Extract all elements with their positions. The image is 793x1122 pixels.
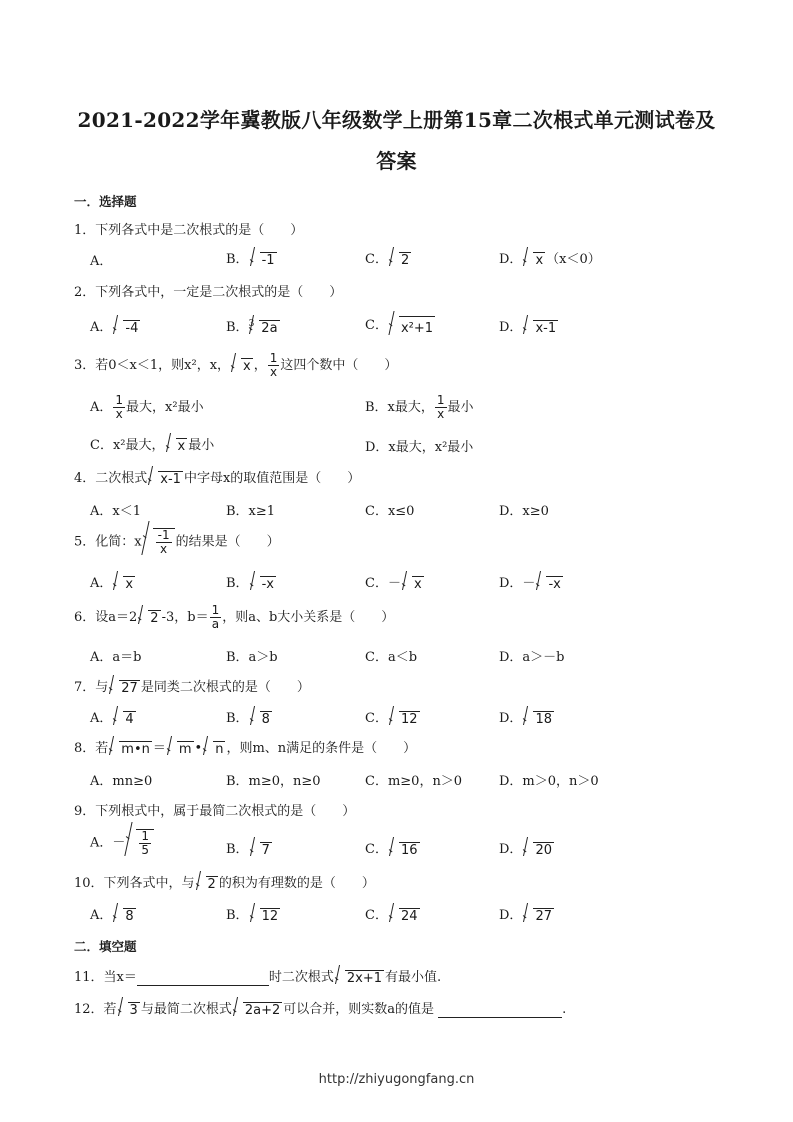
question-4: 4．二次根式 x-1 中字母x的取值范围是（ ） <box>74 471 361 487</box>
q6-option-a: A．a＝b <box>90 650 142 665</box>
q4-option-b: B．x≥1 <box>226 504 276 519</box>
radical: m•n <box>108 741 152 757</box>
fraction: $\frac{1}{a}$ <box>211 603 220 631</box>
question-8: 8．若 m•n ＝ m • n ，则m、n满足的条件是（ ） <box>74 741 417 757</box>
radical: 2 <box>195 876 218 892</box>
radical: x²+1 <box>388 316 435 336</box>
radical: 2x+1 <box>334 970 384 986</box>
radical: -x <box>535 576 562 592</box>
q9-option-d: D． 20 <box>499 842 552 858</box>
radical: 12 <box>249 908 281 924</box>
radical: 3 <box>117 1002 140 1018</box>
q5-option-b: B． -x <box>226 576 274 592</box>
q8-option-d: D．m＞0，n＞0 <box>499 774 599 789</box>
q2-option-b: B．$^3$ 2a <box>226 318 278 336</box>
q1-option-b: B． -1 <box>226 252 275 268</box>
radical: -1 <box>249 252 277 268</box>
q7-option-c: C． 12 <box>365 711 418 727</box>
q3-option-b: B．x最大， $\frac{1}{x}$ 最小 <box>365 393 474 421</box>
radical: 2 <box>388 252 411 268</box>
radical: x <box>230 358 253 374</box>
footer-url: http://zhiyugongfang.cn <box>318 1072 475 1087</box>
radical: 20 <box>522 842 554 858</box>
radical: 4 <box>112 711 135 727</box>
radical: m <box>166 741 194 757</box>
root-index: 3 <box>248 318 255 329</box>
q1-option-d: D． x （x＜0） <box>499 252 601 268</box>
radical: -x <box>249 576 276 592</box>
q7-option-d: D． 18 <box>499 711 552 727</box>
section-heading-fill: 二．填空题 <box>74 939 137 954</box>
q2-option-c: C． x²+1 <box>365 314 436 336</box>
radical: n <box>202 741 225 757</box>
q10-option-a: A． 8 <box>90 908 134 924</box>
radical: x-1 <box>522 320 558 336</box>
radical: 18 <box>522 711 554 727</box>
section-heading-choice: 一．选择题 <box>74 194 137 209</box>
radical: 12 <box>388 711 420 727</box>
q3-option-d: D．x最大，x²最小 <box>365 440 474 455</box>
question-3: 3．若0＜x＜1，则x²，x， x ， $\frac{1}{x}$ 这四个数中（ ） <box>74 351 398 379</box>
question-9: 9．下列根式中，属于最简二次根式的是（ ） <box>74 804 356 819</box>
q6-option-b: B．a＞b <box>226 650 278 665</box>
question-5: 5．化简：x $\frac{-1}{x}$ 的结果是（ ） <box>74 528 280 556</box>
radical: -4 <box>112 320 140 336</box>
radical: x <box>401 576 424 592</box>
radical <box>125 829 154 857</box>
answer-blank[interactable] <box>137 971 269 986</box>
q9-option-a: A．－ $\frac{1}{5}$ <box>90 829 155 857</box>
q3-option-c: C．x²最大， x 最小 <box>90 438 215 454</box>
question-11: 11．当x＝ 时二次根式 2x+1 有最小值. <box>74 970 442 986</box>
q1-option-c: C． 2 <box>365 252 410 268</box>
question-10: 10．下列各式中，与 2 的积为有理数的是（ ） <box>74 876 375 892</box>
q10-option-d: D． 27 <box>499 908 552 924</box>
q5-option-a: A． x <box>90 576 134 592</box>
q4-option-a: A．x＜1 <box>90 504 141 519</box>
q3-option-a: A． $\frac{1}{x}$ 最大，x²最小 <box>90 393 204 421</box>
q4-option-c: C．x≤0 <box>365 504 415 519</box>
q7-option-a: A． 4 <box>90 711 134 727</box>
q1-option-a: A． <box>90 254 113 269</box>
radical: 8 <box>249 711 272 727</box>
q7-option-b: B． 8 <box>226 711 270 727</box>
answer-blank[interactable] <box>438 1003 562 1018</box>
q6-option-d: D．a＞－b <box>499 650 565 665</box>
radical: 16 <box>388 842 420 858</box>
radical: x <box>165 438 188 454</box>
question-6: 6．设a＝2 2 -3，b＝ $\frac{1}{a}$ ，则a、b大小关系是（ ） <box>74 603 395 631</box>
radical: 8 <box>112 908 135 924</box>
radical: x <box>522 252 545 268</box>
question-7: 7．与 27 是同类二次根式的是（ ） <box>74 680 310 696</box>
radical <box>142 528 175 556</box>
fraction: $\frac{-1}{x}$ <box>157 528 170 556</box>
fraction: $\frac{1}{x}$ <box>436 393 445 421</box>
radical: 2a <box>248 320 279 336</box>
question-2: 2．下列各式中，一定是二次根式的是（ ） <box>74 285 343 300</box>
fraction: $\frac{1}{x}$ <box>269 351 278 379</box>
q5-option-d: D．－ -x <box>499 576 561 592</box>
radical: 2a+2 <box>232 1002 282 1018</box>
radical: x-1 <box>147 471 183 487</box>
q10-option-b: B． 12 <box>226 908 279 924</box>
q4-option-d: D．x≥0 <box>499 504 549 519</box>
document-title-line2: 答案 <box>376 149 417 173</box>
q8-option-c: C．m≥0，n＞0 <box>365 774 463 789</box>
q9-option-c: C． 16 <box>365 842 418 858</box>
q8-option-a: A．mn≥0 <box>90 774 153 789</box>
q6-option-c: C．a＜b <box>365 650 418 665</box>
radical: 2 <box>137 610 160 626</box>
radical: 27 <box>108 680 140 696</box>
radical: 27 <box>522 908 554 924</box>
q9-option-b: B． 7 <box>226 842 270 858</box>
radical: x <box>112 576 135 592</box>
q8-option-b: B．m≥0，n≥0 <box>226 774 321 789</box>
fraction: $\frac{1}{5}$ <box>141 829 150 857</box>
question-1: 1．下列各式中是二次根式的是（ ） <box>74 223 304 238</box>
fraction: $\frac{1}{x}$ <box>115 393 124 421</box>
document-title-line1: 2021-2022学年冀教版八年级数学上册第15章二次根式单元测试卷及 <box>77 108 716 132</box>
q5-option-c: C．－ x <box>365 576 422 592</box>
q2-option-d: D． x-1 <box>499 320 557 336</box>
question-12: 12．若 3 与最简二次根式 2a+2 可以合并，则实数a的值是 . <box>74 1002 567 1018</box>
q10-option-c: C． 24 <box>365 908 418 924</box>
radical: 7 <box>249 842 272 858</box>
q2-option-a: A． -4 <box>90 320 139 336</box>
radical: 24 <box>388 908 420 924</box>
